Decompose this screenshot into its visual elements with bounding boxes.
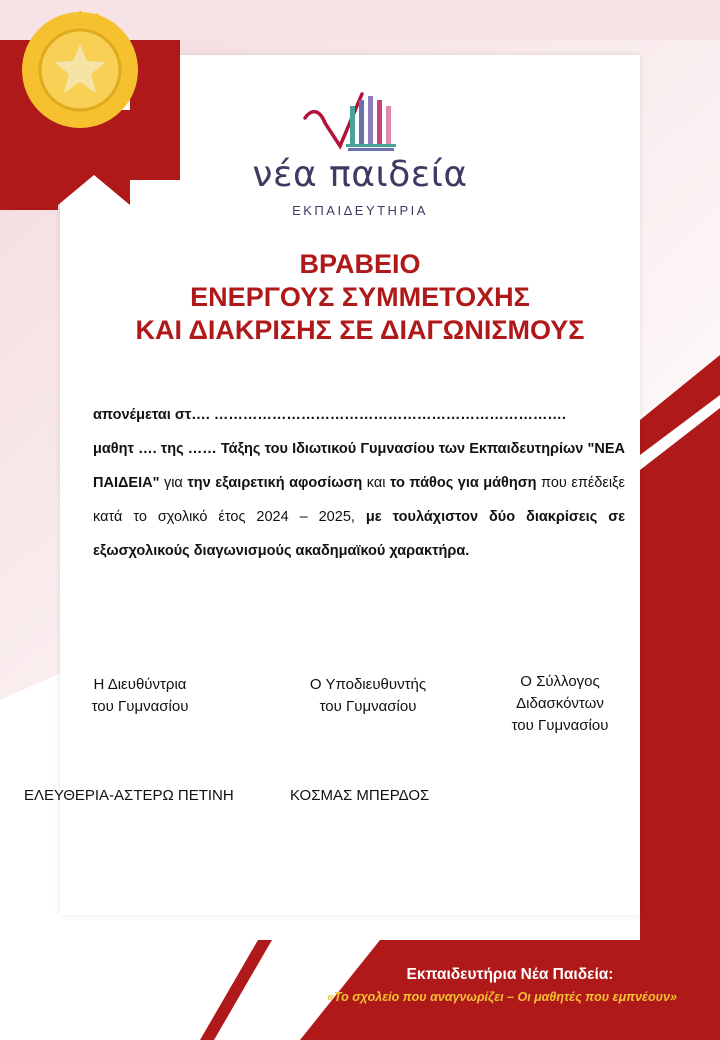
award-dedication: την εξαιρετική αφοσίωση bbox=[187, 475, 363, 491]
logo-subtitle: ΕΚΠΑΙΔΕΥΤΗΡΙΑ bbox=[292, 203, 428, 218]
director-subtitle: του Γυμνασίου bbox=[91, 698, 189, 715]
director-title: Η Διευθύντρια bbox=[93, 676, 187, 693]
director-signature-block bbox=[60, 674, 220, 718]
award-distinctions: με τουλάχιστον δύο διακρίσεις σε εξωσχολικούς διαγωνισμούς ακαδημαϊκού χαρακτήρα. bbox=[93, 509, 625, 559]
council-subtitle-1: Διδασκόντων bbox=[516, 695, 604, 712]
teachers-council-signature-block bbox=[480, 671, 640, 737]
award-rosette-star-icon bbox=[0, 0, 190, 210]
school-logo bbox=[250, 88, 470, 228]
award-year-text: που επέδειξε κατά το σχολικό έτος 2024 – 2025, bbox=[93, 475, 626, 525]
council-subtitle-2: του Γυμνασίου bbox=[511, 717, 609, 734]
award-text-plain-2: και bbox=[362, 475, 390, 491]
award-class-line: μαθητ …. της …… Τάξης του Ιδιωτικού Γυμνασίου των Εκπαιδευτηρίων "ΝΕΑ ΠΑΙΔΕΙΑ" bbox=[93, 441, 625, 491]
director-name: ΕΛΕΥΘΕΡΙΑ-ΑΣΤΕΡΩ ΠΕΤΙΝΗ bbox=[24, 787, 234, 804]
greek-columns-logo-icon bbox=[300, 88, 420, 158]
vice-director-subtitle: του Γυμνασίου bbox=[319, 698, 417, 715]
footer-title: Εκπαιδευτήρια Νέα Παιδεία: bbox=[406, 966, 614, 983]
vice-director-title: Ο Υποδιευθυντής bbox=[309, 676, 427, 693]
vice-director-name: ΚΟΣΜΑΣ ΜΠΕΡΔΟΣ bbox=[290, 787, 430, 804]
vice-director-signature-block bbox=[288, 674, 448, 718]
award-passion: το πάθος για μάθηση bbox=[389, 475, 537, 491]
award-text bbox=[93, 398, 625, 568]
title-line-2: ΕΝΕΡΓΟΥΣ ΣΥΜΜΕΤΟΧΗΣ bbox=[190, 282, 530, 312]
title-line-3: ΚΑΙ ΔΙΑΚΡΙΣΗΣ ΣΕ ΔΙΑΓΩΝΙΣΜΟΥΣ bbox=[135, 315, 585, 345]
certificate-title bbox=[60, 248, 660, 347]
logo-name: νέα παιδεία bbox=[252, 154, 468, 195]
title-line-1: ΒΡΑΒΕΙΟ bbox=[299, 249, 421, 279]
award-recipient-line: απονέμεται στ…. ………………………………………………………………. bbox=[93, 407, 566, 423]
council-title: Ο Σύλλογος bbox=[520, 673, 600, 690]
award-text-plain-1: για bbox=[159, 475, 188, 491]
footer-motto: «Το σχολείο που αναγνωρίζει – Οι μαθητές που εμπνέουν» bbox=[327, 990, 677, 1004]
